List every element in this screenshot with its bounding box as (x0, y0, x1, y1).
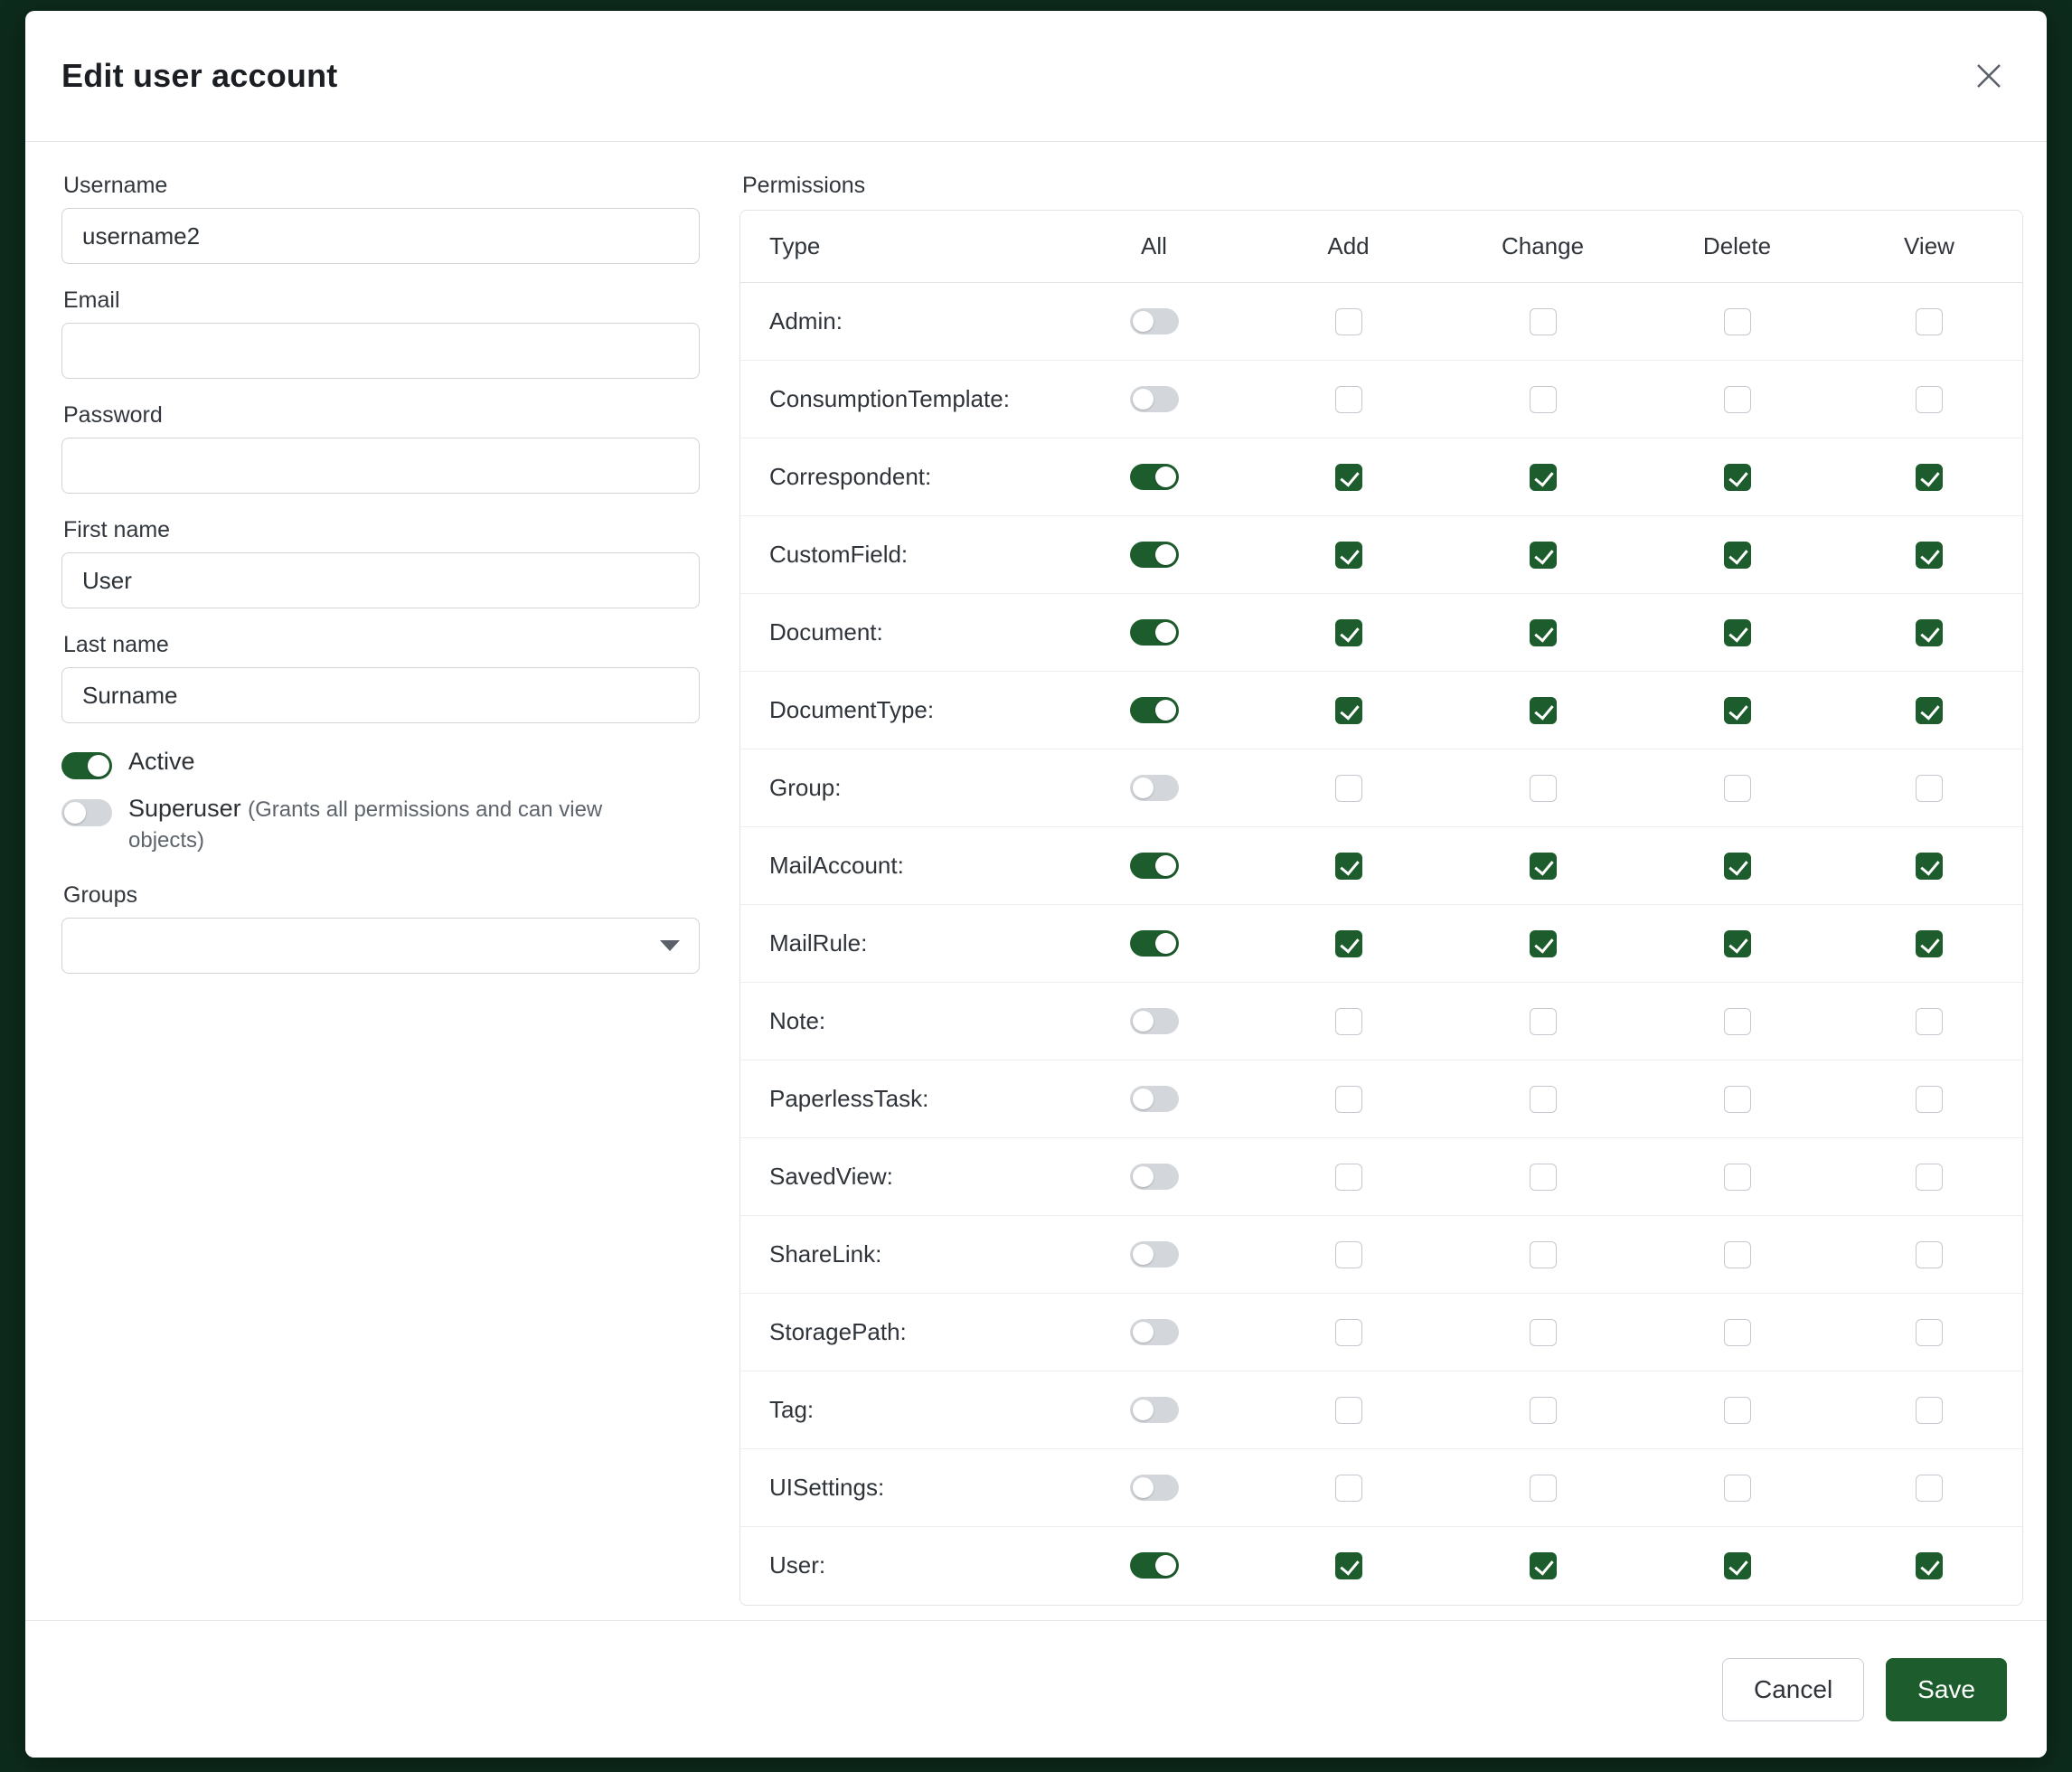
permission-view-checkbox[interactable] (1916, 1397, 1943, 1424)
permission-delete-checkbox[interactable] (1724, 1475, 1751, 1502)
permission-view-checkbox[interactable] (1916, 853, 1943, 880)
permission-delete-cell (1640, 361, 1834, 438)
permission-view-checkbox[interactable] (1916, 619, 1943, 646)
table-row (740, 905, 2023, 983)
permission-view-cell (1834, 594, 2023, 672)
last-name-input[interactable] (61, 667, 700, 723)
column-header-add: Add (1251, 211, 1446, 283)
permission-view-cell (1834, 1060, 2023, 1138)
permission-view-checkbox[interactable] (1916, 1008, 1943, 1035)
column-header-all: All (1057, 211, 1251, 283)
permission-all-toggle[interactable] (1130, 1319, 1179, 1345)
permission-all-toggle[interactable] (1130, 1008, 1179, 1034)
permission-add-cell (1251, 983, 1446, 1060)
permission-add-checkbox[interactable] (1335, 542, 1362, 569)
permission-all-cell (1057, 1371, 1251, 1449)
permission-delete-cell (1640, 1371, 1834, 1449)
dialog-footer (25, 1620, 2047, 1758)
permission-view-cell (1834, 438, 2023, 516)
permission-change-cell (1446, 672, 1640, 749)
permission-delete-checkbox[interactable] (1724, 542, 1751, 569)
permission-change-checkbox[interactable] (1530, 542, 1557, 569)
password-input[interactable] (61, 438, 700, 494)
permission-delete-cell (1640, 1449, 1834, 1527)
permission-add-cell (1251, 1294, 1446, 1371)
permission-change-checkbox[interactable] (1530, 619, 1557, 646)
table-row (740, 1449, 2023, 1527)
permission-view-cell (1834, 1449, 2023, 1527)
permission-view-cell (1834, 361, 2023, 438)
table-row (740, 983, 2023, 1060)
permission-delete-cell (1640, 1216, 1834, 1294)
permission-all-cell (1057, 516, 1251, 594)
table-row (740, 1138, 2023, 1216)
permission-add-cell (1251, 1449, 1446, 1527)
permission-change-checkbox[interactable] (1530, 1164, 1557, 1191)
permission-view-cell (1834, 516, 2023, 594)
table-row (740, 1371, 2023, 1449)
permission-delete-cell (1640, 1527, 1834, 1605)
column-header-change: Change (1446, 211, 1640, 283)
permission-change-cell (1446, 594, 1640, 672)
permission-add-cell (1251, 749, 1446, 827)
permission-view-checkbox[interactable] (1916, 1552, 1943, 1579)
table-row (740, 594, 2023, 672)
permission-add-cell (1251, 1138, 1446, 1216)
table-row (740, 749, 2023, 827)
permission-view-checkbox[interactable] (1916, 542, 1943, 569)
permission-view-cell (1834, 1294, 2023, 1371)
permission-delete-cell (1640, 283, 1834, 361)
permission-delete-checkbox[interactable] (1724, 853, 1751, 880)
permission-change-checkbox[interactable] (1530, 775, 1557, 802)
permission-all-cell (1057, 283, 1251, 361)
permission-change-checkbox[interactable] (1530, 930, 1557, 957)
permission-view-checkbox[interactable] (1916, 775, 1943, 802)
permission-change-cell (1446, 749, 1640, 827)
permission-type-label: Note: (740, 983, 1057, 1060)
permission-view-cell (1834, 1371, 2023, 1449)
permission-delete-checkbox[interactable] (1724, 775, 1751, 802)
permission-all-toggle[interactable] (1130, 697, 1179, 723)
permission-add-cell (1251, 672, 1446, 749)
permission-all-toggle[interactable] (1130, 619, 1179, 646)
permission-change-cell (1446, 1216, 1640, 1294)
permission-all-toggle[interactable] (1130, 1164, 1179, 1190)
permission-all-toggle[interactable] (1130, 308, 1179, 335)
permission-view-checkbox[interactable] (1916, 1319, 1943, 1346)
permission-view-checkbox[interactable] (1916, 1164, 1943, 1191)
permission-change-checkbox[interactable] (1530, 1552, 1557, 1579)
permission-delete-cell (1640, 594, 1834, 672)
permission-change-checkbox[interactable] (1530, 1475, 1557, 1502)
first-name-input[interactable] (61, 552, 700, 608)
permission-delete-cell (1640, 672, 1834, 749)
permission-type-label: ShareLink: (740, 1216, 1057, 1294)
table-row (740, 1527, 2023, 1605)
last-name-label: Last name (63, 632, 169, 657)
permission-delete-checkbox[interactable] (1724, 1164, 1751, 1191)
permission-type-label: UISettings: (740, 1449, 1057, 1527)
permission-add-checkbox[interactable] (1335, 1319, 1362, 1346)
permissions-table (740, 211, 2023, 1605)
permission-add-cell (1251, 1371, 1446, 1449)
permission-change-cell (1446, 361, 1640, 438)
permission-delete-checkbox[interactable] (1724, 1008, 1751, 1035)
permission-view-checkbox[interactable] (1916, 308, 1943, 335)
permission-delete-cell (1640, 1138, 1834, 1216)
email-field-group (61, 287, 712, 379)
permission-add-cell (1251, 827, 1446, 905)
permission-all-toggle[interactable] (1130, 930, 1179, 957)
permission-all-toggle[interactable] (1130, 853, 1179, 879)
permission-change-cell (1446, 1371, 1640, 1449)
permission-type-label: MailRule: (740, 905, 1057, 983)
permission-change-cell (1446, 1449, 1640, 1527)
permission-view-checkbox[interactable] (1916, 1475, 1943, 1502)
permission-change-cell (1446, 1060, 1640, 1138)
permission-change-cell (1446, 905, 1640, 983)
permission-add-checkbox[interactable] (1335, 697, 1362, 724)
permission-delete-checkbox[interactable] (1724, 1552, 1751, 1579)
dialog-header (25, 11, 2047, 142)
permission-all-cell (1057, 749, 1251, 827)
permission-all-cell (1057, 1527, 1251, 1605)
superuser-hint: (Grants all permissions and can view objects) (128, 797, 603, 853)
username-label: Username (63, 173, 168, 198)
table-row (740, 1060, 2023, 1138)
permissions-title: Permissions (742, 173, 866, 198)
permission-all-toggle[interactable] (1130, 386, 1179, 412)
permission-type-label: Admin: (740, 283, 1057, 361)
edit-user-account-dialog (25, 11, 2047, 1758)
permission-change-cell (1446, 1527, 1640, 1605)
permission-change-cell (1446, 516, 1640, 594)
column-header-type: Type (740, 211, 1057, 283)
permission-delete-cell (1640, 1060, 1834, 1138)
active-toggle[interactable] (61, 752, 112, 779)
permission-all-toggle[interactable] (1130, 1397, 1179, 1423)
groups-select-wrap (61, 918, 700, 974)
permission-delete-checkbox[interactable] (1724, 464, 1751, 491)
permission-delete-cell (1640, 905, 1834, 983)
permission-add-checkbox[interactable] (1335, 1086, 1362, 1113)
superuser-label-text: Superuser (128, 795, 241, 822)
permission-add-cell (1251, 1216, 1446, 1294)
permission-type-label: Tag: (740, 1371, 1057, 1449)
permission-delete-checkbox[interactable] (1724, 619, 1751, 646)
permission-delete-checkbox[interactable] (1724, 386, 1751, 413)
permission-delete-cell (1640, 1294, 1834, 1371)
permission-change-checkbox[interactable] (1530, 308, 1557, 335)
permission-add-cell (1251, 361, 1446, 438)
permission-add-checkbox[interactable] (1335, 775, 1362, 802)
table-row (740, 672, 2023, 749)
permission-type-label: ConsumptionTemplate: (740, 361, 1057, 438)
email-label: Email (63, 287, 120, 313)
permission-add-cell (1251, 905, 1446, 983)
page-title: Edit user account (61, 57, 338, 94)
cancel-button[interactable]: Cancel (1722, 1658, 1864, 1721)
permission-view-cell (1834, 749, 2023, 827)
permission-all-cell (1057, 1138, 1251, 1216)
permission-change-checkbox[interactable] (1530, 386, 1557, 413)
permission-view-checkbox[interactable] (1916, 697, 1943, 724)
permission-add-cell (1251, 283, 1446, 361)
permission-add-checkbox[interactable] (1335, 1241, 1362, 1268)
permission-view-cell (1834, 1527, 2023, 1605)
permission-delete-checkbox[interactable] (1724, 697, 1751, 724)
permission-type-label: Group: (740, 749, 1057, 827)
permission-change-checkbox[interactable] (1530, 1319, 1557, 1346)
permission-all-cell (1057, 672, 1251, 749)
permission-change-cell (1446, 983, 1640, 1060)
table-row (740, 1216, 2023, 1294)
permission-all-cell (1057, 1216, 1251, 1294)
permission-change-checkbox[interactable] (1530, 1397, 1557, 1424)
table-row (740, 283, 2023, 361)
username-field-group (61, 173, 712, 264)
permission-view-checkbox[interactable] (1916, 464, 1943, 491)
permission-add-checkbox[interactable] (1335, 1475, 1362, 1502)
permission-delete-checkbox[interactable] (1724, 308, 1751, 335)
email-input[interactable] (61, 323, 700, 379)
permission-all-toggle[interactable] (1130, 1086, 1179, 1112)
permission-view-cell (1834, 672, 2023, 749)
username-input[interactable] (61, 208, 700, 264)
permission-add-cell (1251, 516, 1446, 594)
permission-delete-cell (1640, 438, 1834, 516)
permission-delete-checkbox[interactable] (1724, 1397, 1751, 1424)
permission-view-cell (1834, 827, 2023, 905)
permission-change-cell (1446, 827, 1640, 905)
permission-change-checkbox[interactable] (1530, 464, 1557, 491)
permission-all-cell (1057, 1449, 1251, 1527)
permission-add-checkbox[interactable] (1335, 1008, 1362, 1035)
permission-add-checkbox[interactable] (1335, 853, 1362, 880)
permission-delete-cell (1640, 516, 1834, 594)
groups-select[interactable] (61, 918, 700, 974)
permission-all-cell (1057, 1294, 1251, 1371)
permission-all-toggle[interactable] (1130, 542, 1179, 568)
active-toggle-row (61, 747, 712, 779)
permission-all-toggle[interactable] (1130, 1475, 1179, 1501)
permission-add-checkbox[interactable] (1335, 1164, 1362, 1191)
permissions-section (739, 173, 2011, 1620)
active-label: Active (128, 748, 195, 775)
permission-view-checkbox[interactable] (1916, 386, 1943, 413)
permission-add-checkbox[interactable] (1335, 930, 1362, 957)
permission-all-toggle[interactable] (1130, 775, 1179, 801)
permission-add-checkbox[interactable] (1335, 386, 1362, 413)
permissions-table-body (740, 283, 2023, 1605)
permission-delete-checkbox[interactable] (1724, 1319, 1751, 1346)
permission-type-label: CustomField: (740, 516, 1057, 594)
permission-type-label: MailAccount: (740, 827, 1057, 905)
permission-view-cell (1834, 983, 2023, 1060)
first-name-field-group (61, 517, 712, 608)
permission-view-checkbox[interactable] (1916, 930, 1943, 957)
permission-delete-checkbox[interactable] (1724, 1086, 1751, 1113)
password-label: Password (63, 402, 163, 428)
permissions-header-row (740, 211, 2023, 283)
permission-type-label: StoragePath: (740, 1294, 1057, 1371)
permission-add-cell (1251, 594, 1446, 672)
permission-add-cell (1251, 438, 1446, 516)
permission-all-toggle[interactable] (1130, 464, 1179, 490)
permission-view-cell (1834, 283, 2023, 361)
permission-delete-cell (1640, 983, 1834, 1060)
permission-all-cell (1057, 1060, 1251, 1138)
permission-type-label: Correspondent: (740, 438, 1057, 516)
password-field-group (61, 402, 712, 494)
permission-all-cell (1057, 361, 1251, 438)
permission-add-checkbox[interactable] (1335, 1397, 1362, 1424)
permission-change-checkbox[interactable] (1530, 1086, 1557, 1113)
permission-change-checkbox[interactable] (1530, 1241, 1557, 1268)
table-row (740, 827, 2023, 905)
superuser-label (128, 794, 671, 855)
table-row (740, 1294, 2023, 1371)
permission-type-label: PaperlessTask: (740, 1060, 1057, 1138)
table-row (740, 438, 2023, 516)
permission-all-cell (1057, 983, 1251, 1060)
permission-all-cell (1057, 827, 1251, 905)
permission-view-checkbox[interactable] (1916, 1086, 1943, 1113)
permission-add-checkbox[interactable] (1335, 308, 1362, 335)
dialog-body (25, 142, 2047, 1620)
permission-delete-checkbox[interactable] (1724, 1241, 1751, 1268)
permission-type-label: Document: (740, 594, 1057, 672)
groups-label: Groups (63, 881, 137, 908)
permission-delete-cell (1640, 749, 1834, 827)
table-row (740, 516, 2023, 594)
column-header-delete: Delete (1640, 211, 1834, 283)
permission-view-checkbox[interactable] (1916, 1241, 1943, 1268)
table-row (740, 361, 2023, 438)
last-name-field-group (61, 632, 712, 723)
permission-change-checkbox[interactable] (1530, 853, 1557, 880)
permission-change-cell (1446, 283, 1640, 361)
permission-change-cell (1446, 1294, 1640, 1371)
column-header-view: View (1834, 211, 2023, 283)
permission-add-cell (1251, 1527, 1446, 1605)
save-button[interactable]: Save (1886, 1658, 2007, 1721)
permission-change-checkbox[interactable] (1530, 1008, 1557, 1035)
permission-change-checkbox[interactable] (1530, 697, 1557, 724)
permission-all-cell (1057, 594, 1251, 672)
permission-all-cell (1057, 438, 1251, 516)
permission-all-toggle[interactable] (1130, 1241, 1179, 1268)
superuser-toggle[interactable] (61, 799, 112, 826)
permission-add-cell (1251, 1060, 1446, 1138)
permission-type-label: User: (769, 1551, 826, 1579)
permission-type-label: SavedView: (740, 1138, 1057, 1216)
permission-add-checkbox[interactable] (1335, 464, 1362, 491)
close-icon[interactable] (1967, 54, 2011, 98)
groups-field-group (61, 882, 712, 974)
permission-add-checkbox[interactable] (1335, 619, 1362, 646)
first-name-label: First name (63, 517, 171, 542)
permission-change-cell (1446, 1138, 1640, 1216)
permissions-table-wrapper (739, 210, 2023, 1606)
superuser-toggle-row (61, 794, 712, 855)
permission-view-cell (1834, 1138, 2023, 1216)
permission-add-checkbox[interactable] (1335, 1552, 1362, 1579)
permission-delete-checkbox[interactable] (1724, 930, 1751, 957)
permission-change-cell (1446, 438, 1640, 516)
user-details-form (61, 173, 739, 1620)
permission-delete-cell (1640, 827, 1834, 905)
permission-all-cell (1057, 905, 1251, 983)
permission-type-label: DocumentType: (740, 672, 1057, 749)
permission-all-toggle[interactable] (1130, 1552, 1179, 1579)
permission-view-cell (1834, 1216, 2023, 1294)
permission-view-cell (1834, 905, 2023, 983)
